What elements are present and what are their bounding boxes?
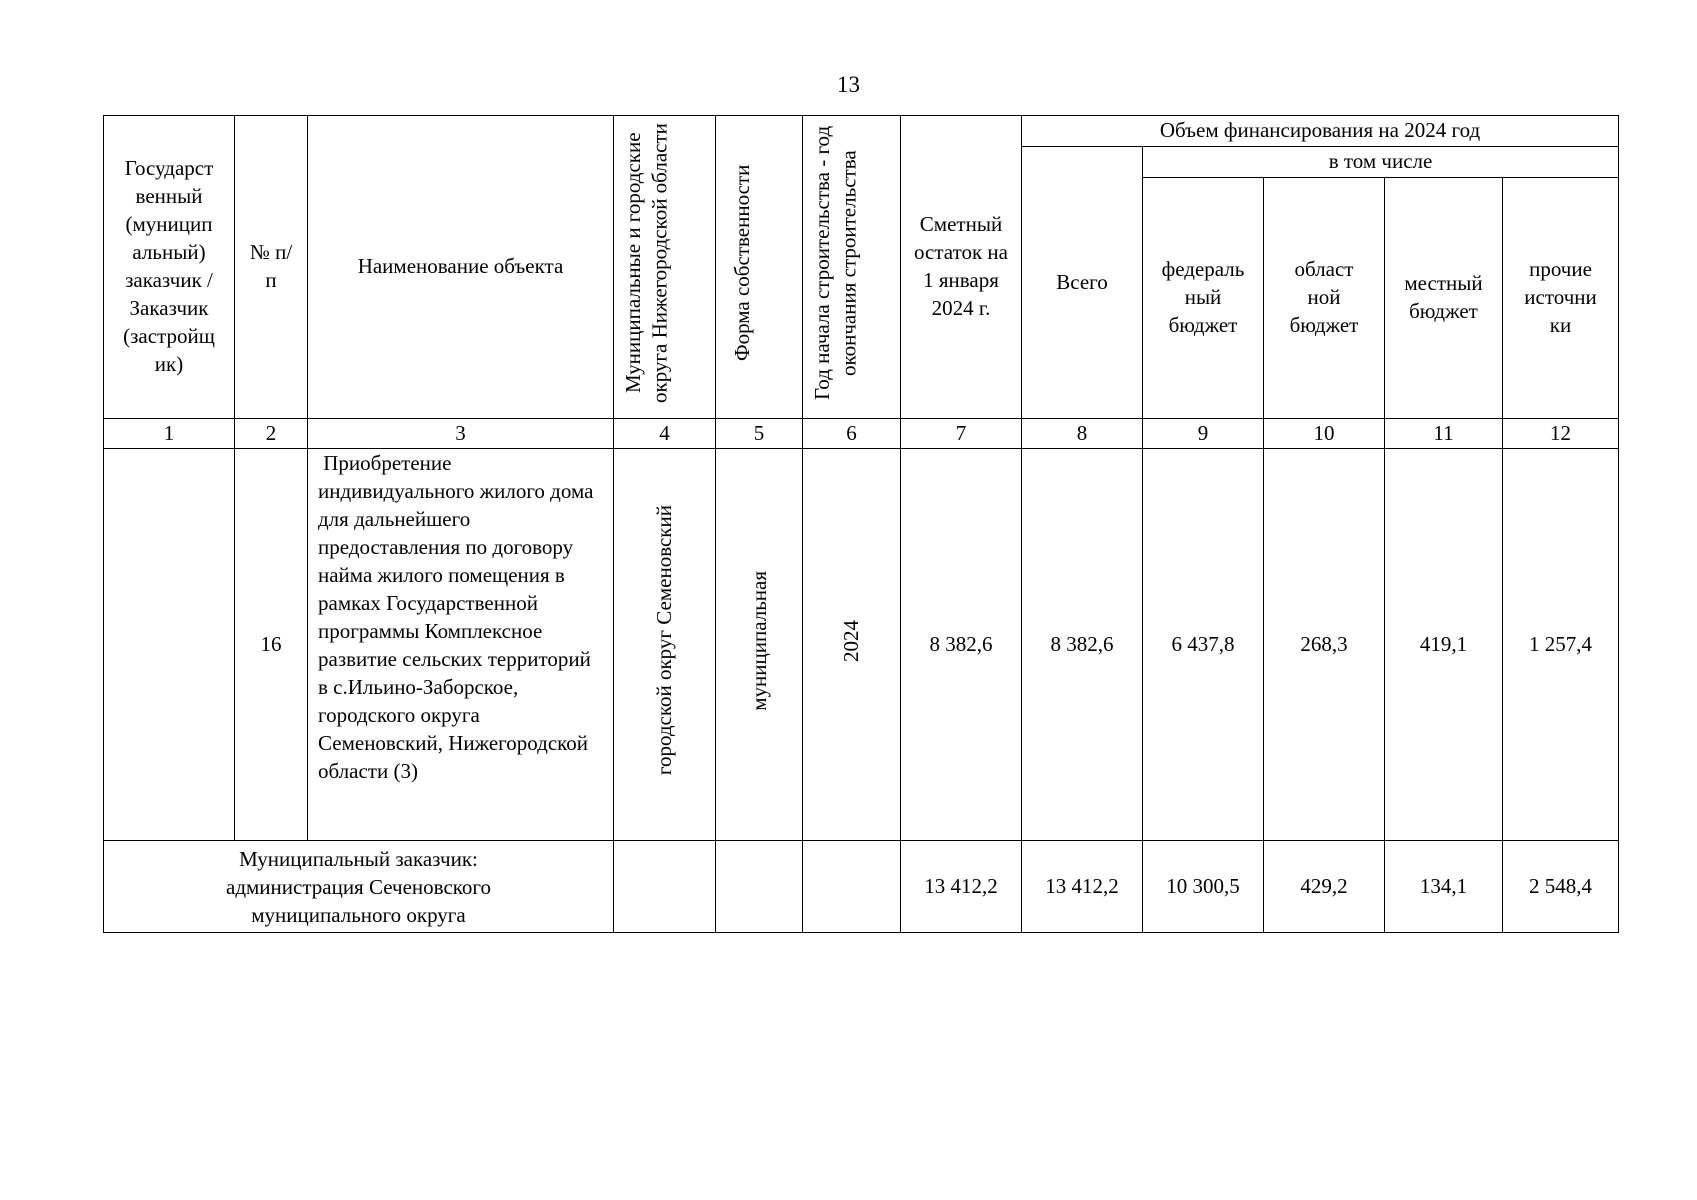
header-years bbox=[803, 116, 901, 419]
summary-local: 134,1 bbox=[1385, 841, 1503, 933]
header-federal: федераль ный бюджет bbox=[1143, 178, 1264, 419]
header-estimate: Сметный остаток на 1 января 2024 г. bbox=[901, 116, 1022, 419]
header-ownership bbox=[716, 116, 803, 419]
column-number: 2 bbox=[235, 419, 308, 449]
summary-row bbox=[104, 841, 1619, 933]
column-number: 4 bbox=[614, 419, 716, 449]
column-number: 7 bbox=[901, 419, 1022, 449]
row-number: 16 bbox=[235, 449, 308, 841]
header-ownership-text: Форма собственности bbox=[730, 164, 754, 362]
header-years-text: Год начала строительства - год окончания строительства bbox=[809, 125, 860, 401]
row-municipality-text: городской округ Семеновский bbox=[652, 505, 677, 776]
header-number: № п/п bbox=[235, 116, 308, 419]
header-other: прочие источни ки bbox=[1503, 178, 1619, 419]
summary-empty bbox=[716, 841, 803, 933]
row-ownership-text: муниципальная bbox=[746, 570, 771, 711]
column-number: 5 bbox=[716, 419, 803, 449]
row-estimate: 8 382,6 bbox=[901, 449, 1022, 841]
column-number: 12 bbox=[1503, 419, 1619, 449]
column-number: 3 bbox=[308, 419, 614, 449]
page-number: 13 bbox=[837, 72, 860, 97]
header-regional: област ной бюджет bbox=[1264, 178, 1385, 419]
column-number: 10 bbox=[1264, 419, 1385, 449]
column-numbers-row bbox=[104, 419, 1619, 449]
column-number: 11 bbox=[1385, 419, 1503, 449]
summary-total: 13 412,2 bbox=[1022, 841, 1143, 933]
column-number: 1 bbox=[104, 419, 235, 449]
column-number: 9 bbox=[1143, 419, 1264, 449]
row-ownership bbox=[716, 449, 803, 841]
row-object-name: Приобретение индивидуального жилого дома для дальнейшего предоставления по договору найма жилого помещения в рамках Государственной программы Комплексное развитие сельских территорий в с.Ильино-Заборское, городского округа Семеновский, Нижегородской области (3) bbox=[308, 449, 614, 841]
header-municipality bbox=[614, 116, 716, 419]
header-financing: Объем финансирования на 2024 год bbox=[1022, 116, 1619, 147]
row-local: 419,1 bbox=[1385, 449, 1503, 841]
row-customer bbox=[104, 449, 235, 841]
header-including: в том числе bbox=[1143, 147, 1619, 178]
row-years-text: 2024 bbox=[839, 619, 864, 662]
summary-regional: 429,2 bbox=[1264, 841, 1385, 933]
summary-other: 2 548,4 bbox=[1503, 841, 1619, 933]
header-local: местный бюджет bbox=[1385, 178, 1503, 419]
column-number: 8 bbox=[1022, 419, 1143, 449]
summary-label: Муниципальный заказчик: администрация Сеченовского муниципального округа bbox=[104, 841, 614, 933]
summary-federal: 10 300,5 bbox=[1143, 841, 1264, 933]
header-row-1 bbox=[104, 116, 1619, 147]
row-total: 8 382,6 bbox=[1022, 449, 1143, 841]
summary-empty bbox=[614, 841, 716, 933]
header-object-name: Наименование объекта bbox=[308, 116, 614, 419]
summary-empty bbox=[803, 841, 901, 933]
financing-table bbox=[103, 115, 1619, 933]
row-regional: 268,3 bbox=[1264, 449, 1385, 841]
header-municipality-text: Муниципальные и городские округа Нижегородской области bbox=[620, 123, 671, 403]
table-row bbox=[104, 449, 1619, 841]
row-federal: 6 437,8 bbox=[1143, 449, 1264, 841]
row-municipality bbox=[614, 449, 716, 841]
header-total: Всего bbox=[1022, 147, 1143, 419]
header-customer: Государст венный (муницип альный) заказчик / Заказчик (застройщ ик) bbox=[104, 116, 235, 419]
column-number: 6 bbox=[803, 419, 901, 449]
summary-estimate: 13 412,2 bbox=[901, 841, 1022, 933]
row-other: 1 257,4 bbox=[1503, 449, 1619, 841]
row-years bbox=[803, 449, 901, 841]
